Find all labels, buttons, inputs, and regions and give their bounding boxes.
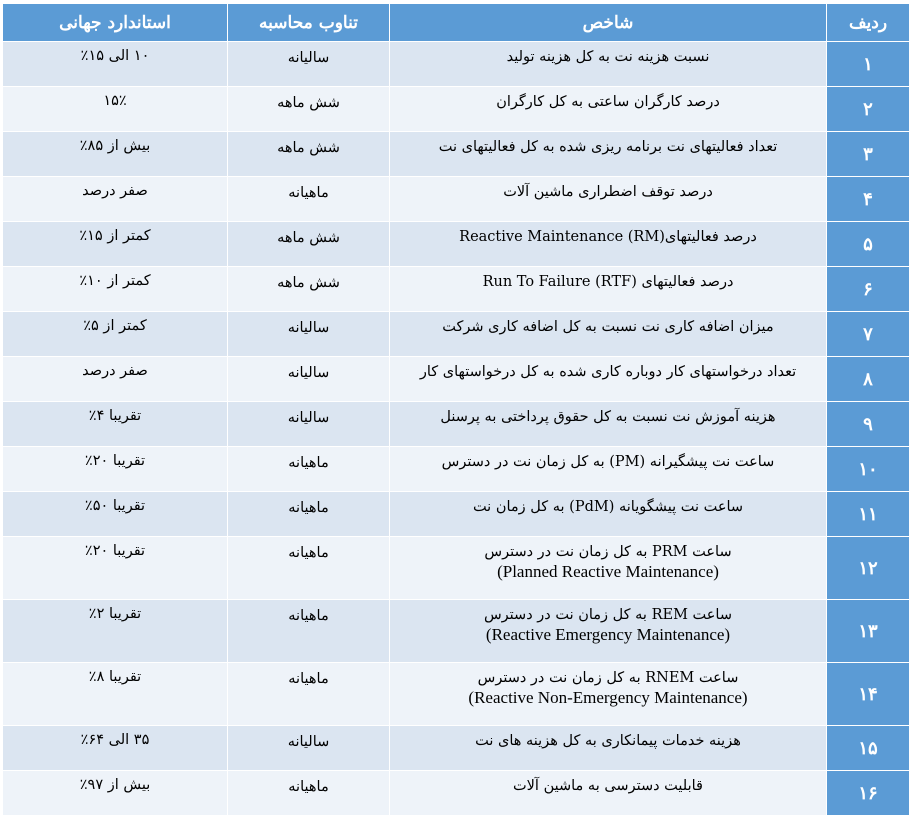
row-number-cell: ۸ [827,357,910,402]
frequency-cell: سالیانه [228,312,390,357]
indicator-text: ساعت RNEM به کل زمان نت در دسترس [477,670,739,686]
indicator-cell [390,312,827,357]
indicator-cell [390,222,827,267]
row-number-cell: ۱۴ [827,663,910,726]
standard-cell: ۱۵٪ [3,87,228,132]
table-row [3,402,910,447]
table-row [3,267,910,312]
frequency-cell: ماهیانه [228,447,390,492]
indicator-text: قابلیت دسترسی به ماشین آلات [513,778,703,794]
table-row [3,132,910,177]
indicator-cell [390,447,827,492]
indicator-text: تعداد درخواستهای کار دوباره کاری شده به کل درخواستهای کار [419,364,797,380]
indicator-cell [390,402,827,447]
row-number-cell: ۱۶ [827,771,910,816]
row-number-cell: ۱۳ [827,600,910,663]
table-row [3,600,910,663]
table-row [3,312,910,357]
row-number-cell: ۶ [827,267,910,312]
indicator-english-text: (Reactive Non-Emergency Maintenance) [468,688,748,708]
standard-cell: صفر درصد [3,357,228,402]
frequency-cell: سالیانه [228,42,390,87]
indicator-text: درصد فعالیتهای(Reactive Maintenance (RM [459,229,757,245]
frequency-cell: ماهیانه [228,537,390,600]
indicator-cell [390,600,827,663]
frequency-cell: شش ماهه [228,87,390,132]
indicator-cell [390,267,827,312]
standard-cell: بیش از ۸۵٪ [3,132,228,177]
frequency-cell: ماهیانه [228,771,390,816]
indicator-text: ساعت REM به کل زمان نت در دسترس [483,607,733,623]
indicator-cell [390,492,827,537]
frequency-cell: سالیانه [228,402,390,447]
row-number-cell: ۵ [827,222,910,267]
frequency-cell: ماهیانه [228,492,390,537]
standard-cell: تقریبا ۵۰٪ [3,492,228,537]
frequency-cell: شش ماهه [228,267,390,312]
standard-cell: کمتر از ۱۰٪ [3,267,228,312]
frequency-cell: سالیانه [228,357,390,402]
table-row [3,222,910,267]
row-number-cell: ۱۱ [827,492,910,537]
frequency-cell: ماهیانه [228,663,390,726]
standard-cell: ۱۰ الی ۱۵٪ [3,42,228,87]
table-row [3,42,910,87]
indicator-text: ساعت نت پیشگویانه (PdM) به کل زمان نت [472,499,744,515]
indicator-english-text: (Reactive Emergency Maintenance) [485,625,731,645]
indicator-cell [390,663,827,726]
indicator-text: ساعت PRM به کل زمان نت در دسترس [484,544,732,560]
row-number-cell: ۴ [827,177,910,222]
table-body [3,42,910,816]
indicator-text: ساعت نت پیشگیرانه (PM) به کل زمان نت در دسترس [441,454,775,470]
indicator-cell [390,132,827,177]
table-row [3,357,910,402]
row-number-cell: ۹ [827,402,910,447]
standard-cell: بیش از ۹۷٪ [3,771,228,816]
indicator-text: درصد فعالیتهای (Run To Failure (RTF [482,274,734,290]
table-row [3,726,910,771]
indicator-cell [390,537,827,600]
indicator-text: درصد کارگران ساعتی به کل کارگران [496,94,720,110]
row-number-cell: ۱۵ [827,726,910,771]
indicator-text: هزینه آموزش نت نسبت به کل حقوق پرداختی به پرسنل [440,409,776,425]
table-row [3,492,910,537]
table-row [3,177,910,222]
standard-cell: کمتر از ۵٪ [3,312,228,357]
header-frequency: تناوب محاسبه [228,4,390,42]
frequency-cell: ماهیانه [228,600,390,663]
table-row [3,447,910,492]
indicator-text: تعداد فعالیتهای نت برنامه ریزی شده به کل فعالیتهای نت [438,139,778,155]
header-indicator: شاخص [390,4,827,42]
standard-cell: تقریبا ۸٪ [3,663,228,726]
indicator-cell [390,87,827,132]
indicator-text: میزان اضافه کاری نت نسبت به کل اضافه کاری شرکت [442,319,774,335]
frequency-cell: شش ماهه [228,132,390,177]
maintenance-kpi-table [2,3,910,816]
row-number-cell: ۳ [827,132,910,177]
header-standard: استاندارد جهانی [3,4,228,42]
standard-cell: صفر درصد [3,177,228,222]
frequency-cell: سالیانه [228,726,390,771]
row-number-cell: ۲ [827,87,910,132]
row-number-cell: ۷ [827,312,910,357]
standard-cell: تقریبا ۲۰٪ [3,447,228,492]
standard-cell: تقریبا ۴٪ [3,402,228,447]
table-row [3,537,910,600]
indicator-text: نسبت هزینه نت به کل هزینه تولید [506,49,710,65]
indicator-cell [390,42,827,87]
table-row [3,663,910,726]
table-row [3,771,910,816]
row-number-cell: ۱۰ [827,447,910,492]
standard-cell: ۳۵ الی ۶۴٪ [3,726,228,771]
standard-cell: تقریبا ۲۰٪ [3,537,228,600]
header-row-number: ردیف [827,4,910,42]
indicator-text: درصد توقف اضطراری ماشین آلات [503,184,713,200]
standard-cell: تقریبا ۲٪ [3,600,228,663]
indicator-text: هزینه خدمات پیمانکاری به کل هزینه های نت [475,733,741,749]
standard-cell: کمتر از ۱۵٪ [3,222,228,267]
table-row [3,87,910,132]
indicator-cell [390,726,827,771]
row-number-cell: ۱ [827,42,910,87]
row-number-cell: ۱۲ [827,537,910,600]
frequency-cell: شش ماهه [228,222,390,267]
table-header-row [3,4,910,42]
indicator-cell [390,177,827,222]
indicator-cell [390,357,827,402]
frequency-cell: ماهیانه [228,177,390,222]
indicator-english-text: (Planned Reactive Maintenance) [497,562,719,582]
indicator-cell [390,771,827,816]
